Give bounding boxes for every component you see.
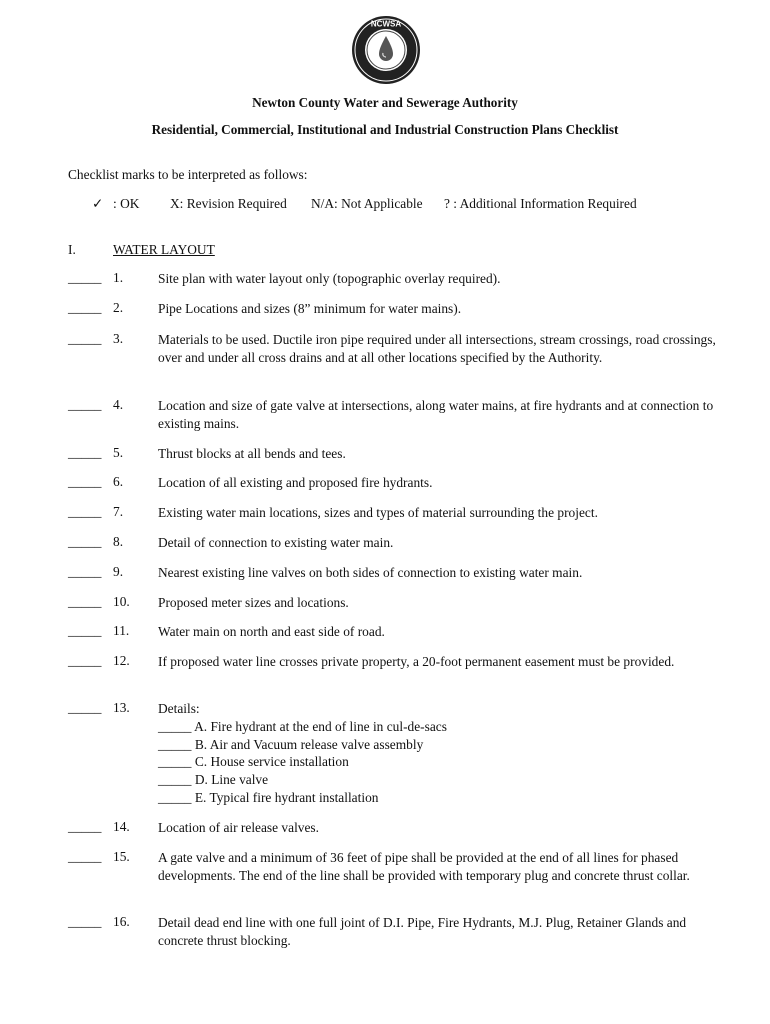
item-number: 13. bbox=[113, 700, 130, 715]
detail-item[interactable]: _____ E. Typical fire hydrant installation bbox=[158, 789, 379, 805]
item-text: Location of all existing and proposed fire hydrants. bbox=[158, 475, 433, 490]
check-blank[interactable]: _____ bbox=[68, 397, 102, 412]
check-blank[interactable]: _____ bbox=[68, 504, 102, 519]
item-number: 6. bbox=[113, 474, 124, 489]
item-number: 16. bbox=[113, 914, 130, 929]
item-number: 8. bbox=[113, 534, 124, 549]
item-text: Pipe Locations and sizes (8” minimum for water mains). bbox=[158, 301, 462, 316]
detail-item[interactable]: _____ B. Air and Vacuum release valve assembly bbox=[158, 736, 424, 752]
item-text: Nearest existing line valves on both sides of connection to existing water main. bbox=[158, 565, 583, 580]
details-list bbox=[158, 700, 718, 807]
section-number: I. bbox=[68, 242, 76, 257]
check-blank[interactable]: _____ bbox=[68, 331, 102, 346]
item-number: 5. bbox=[113, 445, 124, 460]
document-subtitle: Residential, Commercial, Institutional and Industrial Construction Plans Checklist bbox=[151, 122, 619, 137]
item-number: 4. bbox=[113, 397, 124, 412]
check-blank[interactable]: _____ bbox=[68, 270, 102, 285]
item-number: 3. bbox=[113, 331, 124, 346]
check-blank[interactable]: _____ bbox=[68, 700, 102, 715]
check-blank[interactable]: _____ bbox=[68, 849, 102, 864]
item-number: 7. bbox=[113, 504, 124, 519]
check-blank[interactable]: _____ bbox=[68, 653, 102, 668]
item-number: 10. bbox=[113, 594, 130, 609]
legend bbox=[0, 196, 770, 214]
check-blank[interactable]: _____ bbox=[68, 819, 102, 834]
section-title: WATER LAYOUT bbox=[113, 242, 215, 257]
check-blank[interactable]: _____ bbox=[68, 474, 102, 489]
item-number: 12. bbox=[113, 653, 130, 668]
item-text: Location and size of gate valve at intersections, along water mains, at fire hydrants and at connection to existing mains. bbox=[158, 398, 714, 431]
item-text: A gate valve and a minimum of 36 feet of pipe shall be provided at the end of all lines for phased developments. The end of the line shall be provided with temporary plug and concrete thrust collar. bbox=[158, 850, 690, 883]
legend-intro: Checklist marks to be interpreted as follows: bbox=[68, 167, 308, 182]
ncwsa-logo bbox=[350, 14, 422, 86]
item-text: Proposed meter sizes and locations. bbox=[158, 595, 349, 610]
check-icon: ✓ bbox=[92, 196, 104, 211]
detail-item[interactable]: _____ D. Line valve bbox=[158, 772, 269, 788]
item-text: Existing water main locations, sizes and types of material surrounding the project. bbox=[158, 505, 598, 520]
item-text: Detail of connection to existing water main. bbox=[158, 535, 394, 550]
item-number: 15. bbox=[113, 849, 130, 864]
check-blank[interactable]: _____ bbox=[68, 445, 102, 460]
check-blank[interactable]: _____ bbox=[68, 564, 102, 579]
logo-text: NCWSA bbox=[370, 19, 402, 29]
check-blank[interactable]: _____ bbox=[68, 914, 102, 929]
item-number: 9. bbox=[113, 564, 124, 579]
item-number: 2. bbox=[113, 300, 124, 315]
legend-revision: X: Revision Required bbox=[170, 196, 287, 211]
document-title: Newton County Water and Sewerage Authority bbox=[252, 95, 518, 110]
item-text: If proposed water line crosses private property, a 20-foot permanent easement must be provided. bbox=[158, 654, 675, 669]
legend-ok: : OK bbox=[113, 196, 140, 211]
item-text: Detail dead end line with one full joint of D.I. Pipe, Fire Hydrants, M.J. Plug, Retainer Glands and concrete thrust blocking. bbox=[158, 915, 687, 948]
check-blank[interactable]: _____ bbox=[68, 623, 102, 638]
item-number: 11. bbox=[113, 623, 130, 638]
legend-not-applicable: N/A: Not Applicable bbox=[311, 196, 423, 211]
item-text: Details: bbox=[158, 701, 200, 716]
item-text: Location of air release valves. bbox=[158, 820, 319, 835]
item-number: 14. bbox=[113, 819, 130, 834]
item-number: 1. bbox=[113, 270, 124, 285]
check-blank[interactable]: _____ bbox=[68, 534, 102, 549]
item-text: Site plan with water layout only (topographic overlay required). bbox=[158, 271, 501, 286]
item-text: Thrust blocks at all bends and tees. bbox=[158, 446, 346, 461]
item-text: Materials to be used. Ductile iron pipe required under all intersections, stream crossings, road crossings, over and under all cross drains and at all other locations specified by the Authority. bbox=[158, 332, 716, 365]
legend-additional-info: ? : Additional Information Required bbox=[444, 196, 637, 211]
detail-item[interactable]: _____ C. House service installation bbox=[158, 754, 349, 770]
item-text: Water main on north and east side of road. bbox=[158, 624, 385, 639]
check-blank[interactable]: _____ bbox=[68, 594, 102, 609]
detail-item[interactable]: _____ A. Fire hydrant at the end of line in cul-de-sacs bbox=[158, 718, 447, 734]
check-blank[interactable]: _____ bbox=[68, 300, 102, 315]
